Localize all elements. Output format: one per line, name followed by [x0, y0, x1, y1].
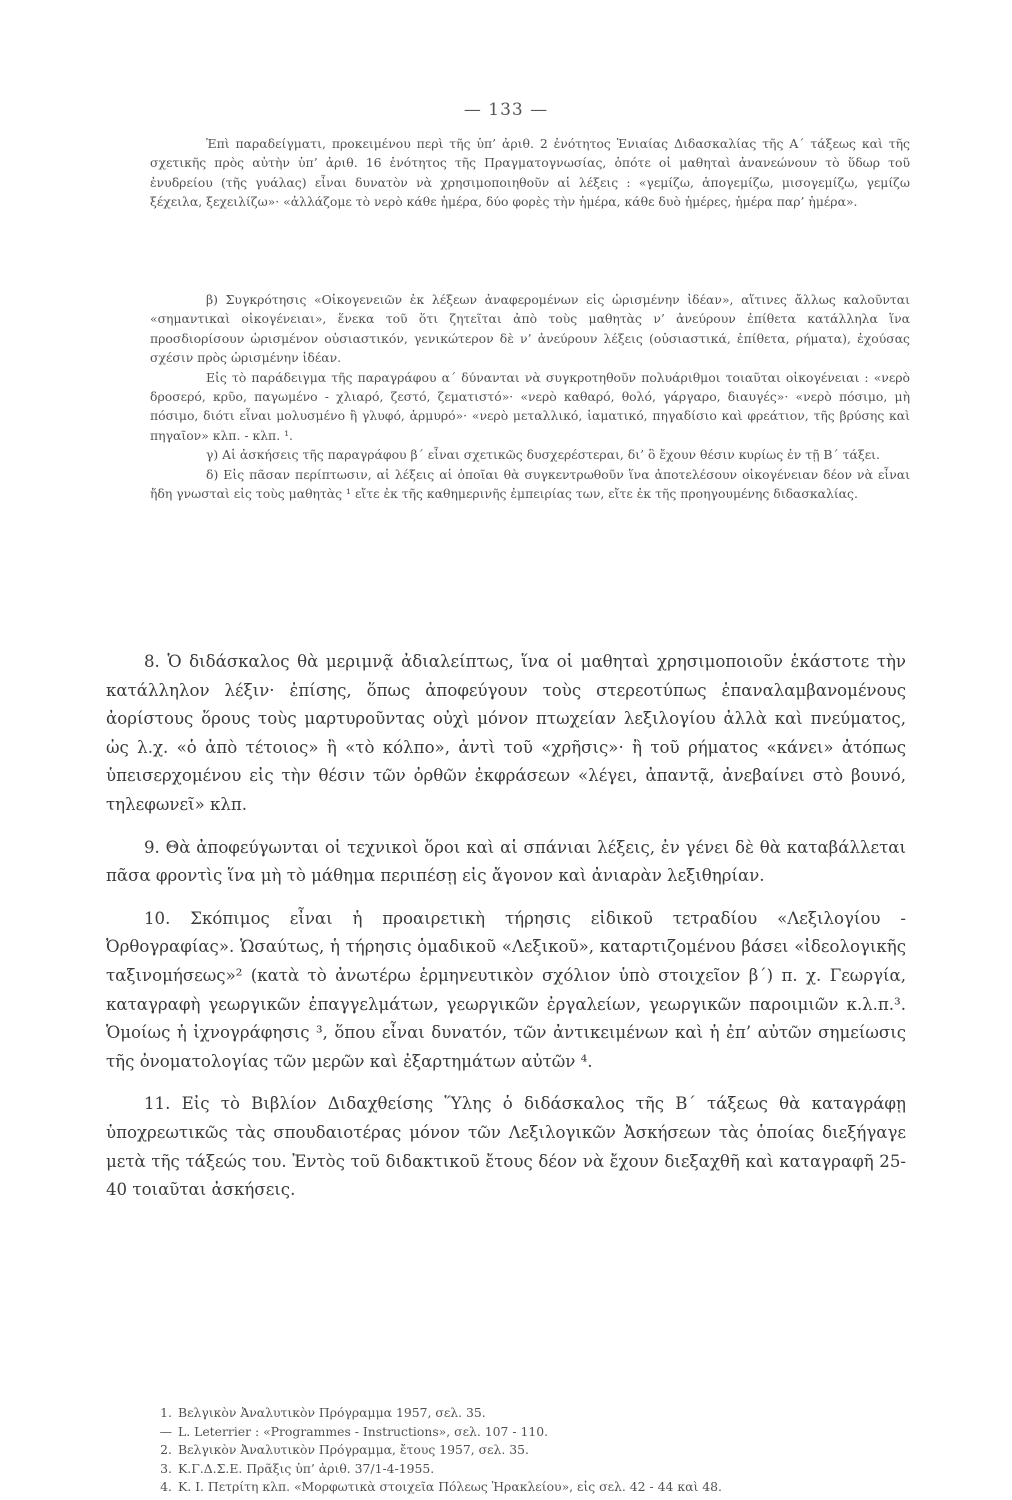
footnote-text: Βελγικὸν Ἀναλυτικὸν Πρόγραμμα, ἔτους 1957, σελ. 35. [178, 1442, 529, 1458]
section-8: 8. Ὁ διδάσκαλος θὰ μεριμνᾷ ἀδιαλείπτως, ἵνα οἱ μαθηταὶ χρησιμοποιοῦν ἑκάστοτε τὴν κατάλληλον λέξιν· ἐπίσης, ὅπως ἀποφεύγουν τοὺς στερεοτύπως ἐπαναλαμβανομένους ἀορίστους ὅρους τοὺς μαρτυροῦντας οὐχὶ μόνον πτωχείαν λεξιλογίου ἀλλὰ καὶ πνεύματος, ὡς λ.χ. «ὁ ἀπὸ τέτοιος» ἢ «τὸ κόλπο», ἀντὶ τοῦ «χρῆσις»· ἢ τοῦ ρήματος «κάνει» ἀτόπως ὑπεισερχομένου εἰς τὴν θέσιν τῶν ὀρθῶν ἐκφράσεων «λέγει, ἀπαντᾷ, ἀνεβαίνει στὸ βουνό, τηλεφωνεῖ» κλπ. [106, 652, 906, 814]
footnote-item [150, 1460, 910, 1479]
section-11: 11. Εἰς τὸ Βιβλίον Διδαχθείσης Ὕλης ὁ διδάσκαλος τῆς Β΄ τάξεως θὰ καταγράφῃ ὑποχρεωτικῶς τὰς σπουδαιοτέρας μόνον τῶν Λεξιλογικῶν Ἀσκήσεων τὰς ὁποίας διεξήγαγε μετὰ τῆς τάξεώς του. Ἐντὸς τοῦ διδακτικοῦ ἔτους δέον νὰ ἔχουν διεξαχθῆ καὶ καταγραφῆ 25-40 τοιαῦται ἀσκήσεις. [106, 1094, 906, 1200]
paragraph-delta: δ) Εἰς πᾶσαν περίπτωσιν, αἱ λέξεις αἱ ὁποῖαι θὰ συγκεντρωθοῦν ἵνα ἀποτελέσουν οἰκογένειαν δέον νὰ εἶναι ἤδη γνωσταὶ εἰς τοὺς μαθητὰς ¹ εἴτε ἐκ τῆς καθημερινῆς ἐμπειρίας των, εἴτε ἐκ τῆς προηγουμένης διδασκαλίας. [150, 466, 910, 502]
paragraph-gamma: γ) Αἱ ἀσκήσεις τῆς παραγράφου β΄ εἶναι σχετικῶς δυσχερέστεραι, δι’ ὃ ἔχουν θέσιν κυρίως ἐν τῇ Β΄ τάξει. [206, 447, 880, 463]
footnote-text: Βελγικὸν Ἀναλυτικὸν Πρόγραμμα 1957, σελ. 35. [178, 1405, 486, 1420]
paragraph-beta-example: Εἰς τὸ παράδειγμα τῆς παραγράφου α΄ δύνανται νὰ συγκροτηθοῦν πολυάριθμοι τοιαῦται οἰκογένειαι : «νερὸ δροσερό, κρῦο, παγωμένο - χλιαρό, ζεστό, ζεματιστό»· «νερὸ καθαρό, θολό, γάργαρο, διαυγές»· «νερὸ πόσιμο, μὴ πόσιμο, διότι εἶναι μολυσμένο ἢ γλυφό, ἁρμυρό»· «νερὸ μεταλλικό, ἰαματικό, πηγαδίσιο καὶ φρεάτιον, τῆς βρύσης καὶ πηγαῖον» κλπ. - κλπ. ¹. [150, 369, 910, 443]
footnote-item [150, 1478, 910, 1497]
footnote-text: L. Leterrier : «Programmes - Instructions», σελ. 107 - 110. [178, 1423, 549, 1439]
page-number: — 133 — [463, 100, 549, 120]
footnote-item [150, 1423, 910, 1442]
large-text-block [106, 648, 906, 1205]
footnote-marker: 3. [160, 1460, 172, 1476]
footnote-item [150, 1404, 910, 1423]
paragraph-example: Ἐπὶ παραδείγματι, προκειμένου περὶ τῆς ὑπ’ ἀριθ. 2 ἐνότητος Ἑνιαίας Διδασκαλίας τῆς Α΄ τάξεως καὶ τῆς σχετικῆς πρὸς αὐτὴν ὑπ’ ἀριθ. 16 ἐνότητος τῆς Πραγματογνωσίας, ὁπότε οἱ μαθηταὶ ἀνανεώνουν τὸ ὕδωρ τοῦ ἐνυδρείου (τῆς γυάλας) εἶναι δυνατὸν νὰ χρησιμοποιηθοῦν αἱ λέξεις : «γεμίζω, ἀπογεμίζω, μισογεμίζω, γεμίζω ξέχειλα, ξεχειλίζω»· «ἀλλάζομε τὸ νερὸ κάθε ἡμέρα, δύο φορὲς τὴν ἡμέρα, κάθε δυὸ ἡμέρες, ἡμέρα παρ’ ἡμέρα». [150, 136, 910, 210]
footnote-marker: 4. [160, 1479, 172, 1495]
section-10: 10. Σκόπιμος εἶναι ἡ προαιρετικὴ τήρησις εἰδικοῦ τετραδίου «Λεξιλογίου - Ὀρθογραφίας». Ὡσαύτως, ἡ τήρησις ὁμαδικοῦ «Λεξικοῦ», καταρτιζομένου βάσει «ἰδεολογικῆς ταξινομήσεως»² (κατὰ τὸ ἀνωτέρω ἑρμηνευτικὸν σχόλιον ὑπὸ στοιχεῖον β΄) π. χ. Γεωργία, καταγραφὴ γεωργικῶν ἐπαγγελμάτων, γεωργικῶν ἐργαλείων, γεωργικῶν παροιμιῶν κ.λ.π.³. Ὁμοίως ἡ ἰχνογράφησις ³, ὅπου εἶναι δυνατόν, τῶν ἀντικειμένων καὶ ἡ ἐπ’ αὐτῶν σημείωσις τῆς ὀνοματολογίας τῶν μερῶν καὶ ἐξαρτημάτων αὐτῶν ⁴. [106, 908, 906, 1071]
paragraph-beta: β) Συγκρότησις «Οἰκογενειῶν ἐκ λέξεων ἀναφερομένων εἰς ὡρισμένην ἰδέαν», αἵτινες ἄλλως καλοῦνται «σημαντικαὶ οἰκογένειαι», ἕνεκα τοῦ ὅτι ζητεῖται ἀπὸ τοὺς μαθητὰς ν’ ἀνεύρουν ἐπίθετα κατάλληλα ἵνα προσδιορίσουν ὡρισμένον οὐσιαστικόν, γενικώτερον δὲ ν’ ἀνεύρουν λέξεις (οὐσιαστικά, ἐπίθετα, ρήματα), ἐχούσας σχέσιν πρὸς ὡρισμένην ἰδέαν. [150, 292, 910, 366]
footnotes [150, 1404, 910, 1497]
small-text-block-2 [150, 290, 910, 503]
footnote-text: Κ. Ι. Πετρίτη κλπ. «Μορφωτικὰ στοιχεῖα Πόλεως Ἡρακλείου», εἰς σελ. 42 - 44 καὶ 48. [178, 1479, 722, 1495]
small-text-block-1 [150, 134, 910, 212]
footnote-item [150, 1441, 910, 1460]
section-9: 9. Θὰ ἀποφεύγωνται οἱ τεχνικοὶ ὅροι καὶ αἱ σπάνιαι λέξεις, ἐν γένει δὲ θὰ καταβάλλεται πᾶσα φροντὶς ἵνα μὴ τὸ μάθημα περιπέσῃ εἰς ἄγονον καὶ ἀνιαρὰν λεξιθηρίαν. [106, 837, 906, 886]
footnote-marker: — [159, 1423, 172, 1439]
footnote-marker: 2. [160, 1442, 172, 1458]
footnote-text: Κ.Γ.Δ.Σ.Ε. Πρᾶξις ὑπ’ ἀριθ. 37/1-4-1955. [178, 1460, 435, 1476]
footnote-marker: 1. [160, 1405, 172, 1420]
